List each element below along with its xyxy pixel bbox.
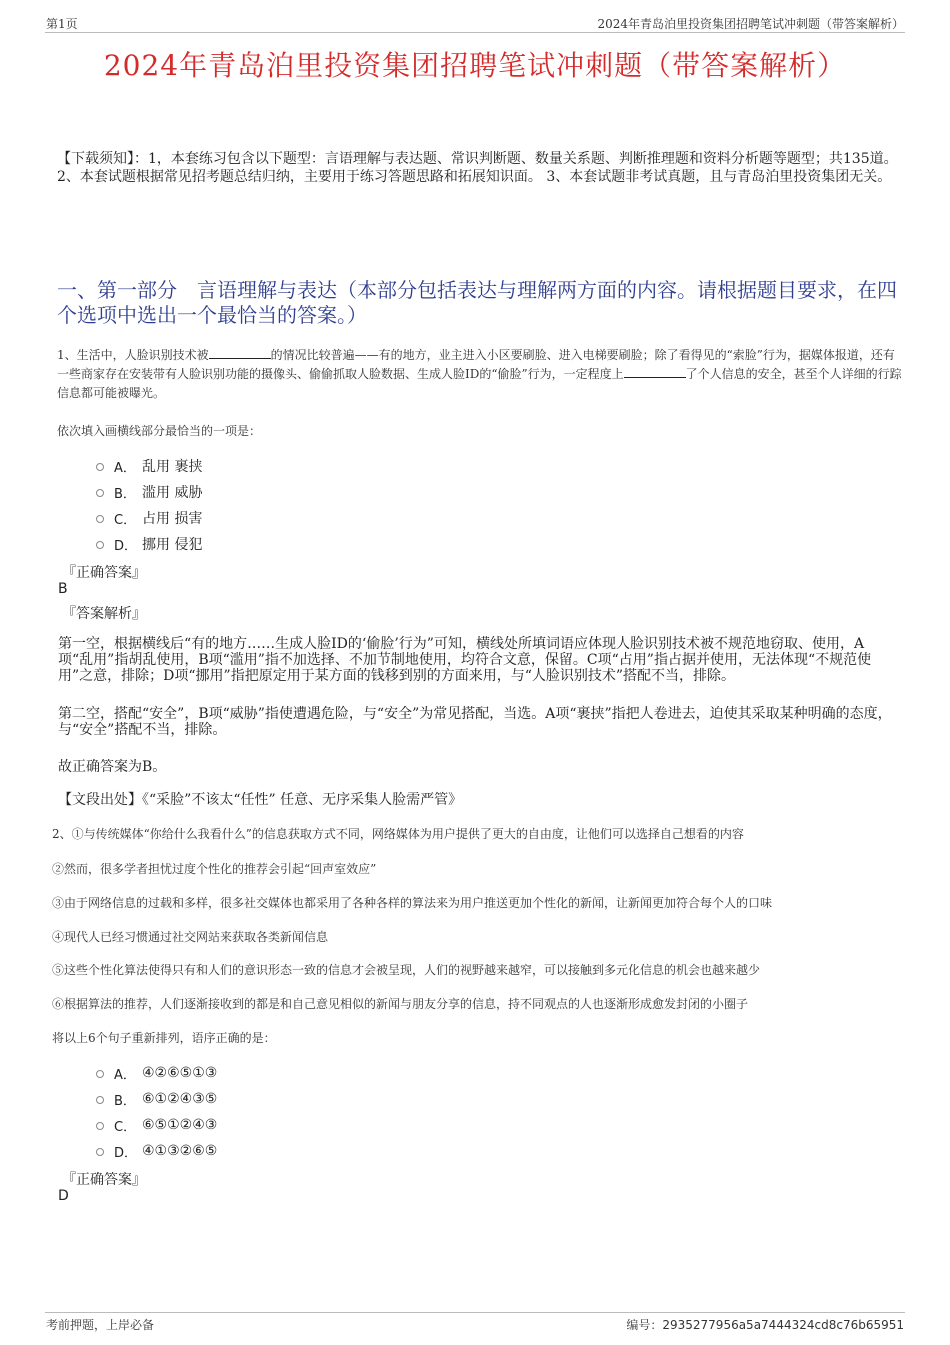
q1-blank-2 xyxy=(624,365,686,378)
footer-code-value: 2935277956a5a7444324cd8c76b65951 xyxy=(662,1318,904,1332)
header-doc-title: 2024年青岛泊里投资集团招聘笔试冲刺题（带答案解析） xyxy=(597,17,904,31)
q1-option-c[interactable] xyxy=(96,508,202,528)
q2-option-a[interactable] xyxy=(96,1063,217,1083)
q1-analysis-label: 『答案解析』 xyxy=(62,606,146,622)
footer-code-label: 编号： xyxy=(626,1318,663,1332)
option-text: 滥用 威胁 xyxy=(142,485,203,501)
page-title: 2024年青岛泊里投资集团招聘笔试冲刺题（带答案解析） xyxy=(103,49,847,82)
q1-option-a[interactable] xyxy=(96,456,202,476)
q1-stem-part-a: 1、生活中，人脸识别技术被 xyxy=(57,348,209,362)
q1-stem-part-c: 了个人信息的安全，甚至个人详细的行踪信息都可能被曝光。 xyxy=(57,367,902,400)
footer-code xyxy=(626,1316,904,1333)
option-text: 乱用 裹挟 xyxy=(142,459,203,475)
section-heading: 一、第一部分 言语理解与表达（本部分包括表达与理解两方面的内容。请根据题目要求，在四个选项中选出一个最恰当的答案。） xyxy=(57,278,897,327)
option-text: 挪用 侵犯 xyxy=(142,537,203,553)
page-number: 第1页 xyxy=(46,17,78,31)
q1-answer-label: 『正确答案』 xyxy=(62,565,146,581)
option-letter: A． xyxy=(114,1067,136,1083)
q1-source: 【文段出处】《“采脸”不该太“任性” 任意、无序采集人脸需严管》 xyxy=(58,792,463,808)
header-divider xyxy=(45,32,905,33)
q1-answer: B xyxy=(58,581,68,597)
option-letter: A． xyxy=(114,460,136,476)
q1-blank-1 xyxy=(209,346,271,359)
option-text: ⑥①②④③⑤ xyxy=(142,1091,218,1107)
footer-divider xyxy=(45,1312,905,1313)
q1-stem-part-b: 的情况比较普遍——有的地方，业主进入小区要刷脸、进入电梯要刷脸；除了看得见的“索脸”行为，据媒体报道，还有一些商家存在安装带有人脸识别功能的摄像头、偷偷抓取人脸数据、生成人脸ID的“偷脸”行为，一定程度上 xyxy=(57,348,895,381)
radio-icon[interactable] xyxy=(96,541,104,549)
q2-option-d[interactable] xyxy=(96,1141,217,1161)
option-letter: B． xyxy=(114,1093,136,1109)
option-letter: C． xyxy=(114,512,137,528)
q1-prompt: 依次填入画横线部分最恰当的一项是： xyxy=(57,424,262,438)
q1-option-d[interactable] xyxy=(96,534,202,554)
q1-option-b[interactable] xyxy=(96,482,202,502)
q1-analysis-paragraph-1: 第一空，根据横线后“有的地方……生成人脸ID的‘偷脸’行为”可知，横线处所填词语应体现人脸识别技术被不规范地窃取、使用，A项“乱用”指胡乱使用，B项“滥用”指不加选择、不加节制地使用，均符合文意，保留。C项“占用”指占据并使用，无法体现“不规范使用”之意，排除；D项“挪用”指把原定用于某方面的钱移到别的方面来用，与“人脸识别技术”搭配不当，排除。 xyxy=(58,636,872,684)
q2-option-b[interactable] xyxy=(96,1089,217,1109)
q1-analysis-paragraph-2: 第二空，搭配“安全”，B项“威胁”指使遭遇危险，与“安全”为常见搭配，当选。A项“裹挟”指把人卷进去，迫使其采取某种明确的态度，与“安全”搭配不当，排除。 xyxy=(58,706,892,738)
radio-icon[interactable] xyxy=(96,1148,104,1156)
option-text: ④①③②⑥⑤ xyxy=(142,1143,218,1159)
radio-icon[interactable] xyxy=(96,515,104,523)
q2-sentence-4: ④现代人已经习惯通过社交网站来获取各类新闻信息 xyxy=(52,930,329,944)
q2-answer-label: 『正确答案』 xyxy=(62,1172,146,1188)
radio-icon[interactable] xyxy=(96,1070,104,1078)
option-letter: D． xyxy=(114,1145,138,1161)
option-letter: C． xyxy=(114,1119,137,1135)
option-letter: B． xyxy=(114,486,136,502)
q2-option-c[interactable] xyxy=(96,1115,217,1135)
question-1-stem xyxy=(57,346,902,403)
radio-icon[interactable] xyxy=(96,463,104,471)
radio-icon[interactable] xyxy=(96,489,104,497)
download-notice: 【下载须知】：1，本套练习包含以下题型：言语理解与表达题、常识判断题、数量关系题、判断推理题和资料分析题等题型；共135道。 2、本套试题根据常见招考题总结归纳，主要用于练习答题思路和拓展知识面。 3、本套试题非考试真题，且与青岛泊里投资集团无关。 xyxy=(57,151,898,185)
q2-sentence-5: ⑤这些个性化算法使得只有和人们的意识形态一致的信息才会被呈现，人们的视野越来越窄，可以接触到多元化信息的机会也越来越少 xyxy=(52,963,761,977)
q2-prompt: 将以上6个句子重新排列，语序正确的是： xyxy=(52,1031,276,1045)
q2-answer: D xyxy=(58,1188,69,1204)
radio-icon[interactable] xyxy=(96,1122,104,1130)
option-text: ④②⑥⑤①③ xyxy=(142,1065,218,1081)
option-text: 占用 损害 xyxy=(142,511,203,527)
q2-sentence-2: ②然而，很多学者担忧过度个性化的推荐会引起“回声室效应” xyxy=(52,862,377,876)
q1-analysis-conclusion: 故正确答案为B。 xyxy=(58,759,167,775)
q2-sentence-6: ⑥根据算法的推荐，人们逐渐接收到的都是和自己意见相似的新闻与朋友分享的信息，持不同观点的人也逐渐形成愈发封闭的小圈子 xyxy=(52,997,749,1011)
option-text: ⑥⑤①②④③ xyxy=(142,1117,218,1133)
q2-sentence-3: ③由于网络信息的过载和多样，很多社交媒体也都采用了各种各样的算法来为用户推送更加个性化的新闻，让新闻更加符合每个人的口味 xyxy=(52,896,773,910)
radio-icon[interactable] xyxy=(96,1096,104,1104)
q2-sentence-1: 2、①与传统媒体“你给什么我看什么”的信息获取方式不同，网络媒体为用户提供了更大的自由度，让他们可以选择自己想看的内容 xyxy=(52,827,744,841)
footer-slogan: 考前押题，上岸必备 xyxy=(46,1318,155,1332)
option-letter: D． xyxy=(114,538,138,554)
